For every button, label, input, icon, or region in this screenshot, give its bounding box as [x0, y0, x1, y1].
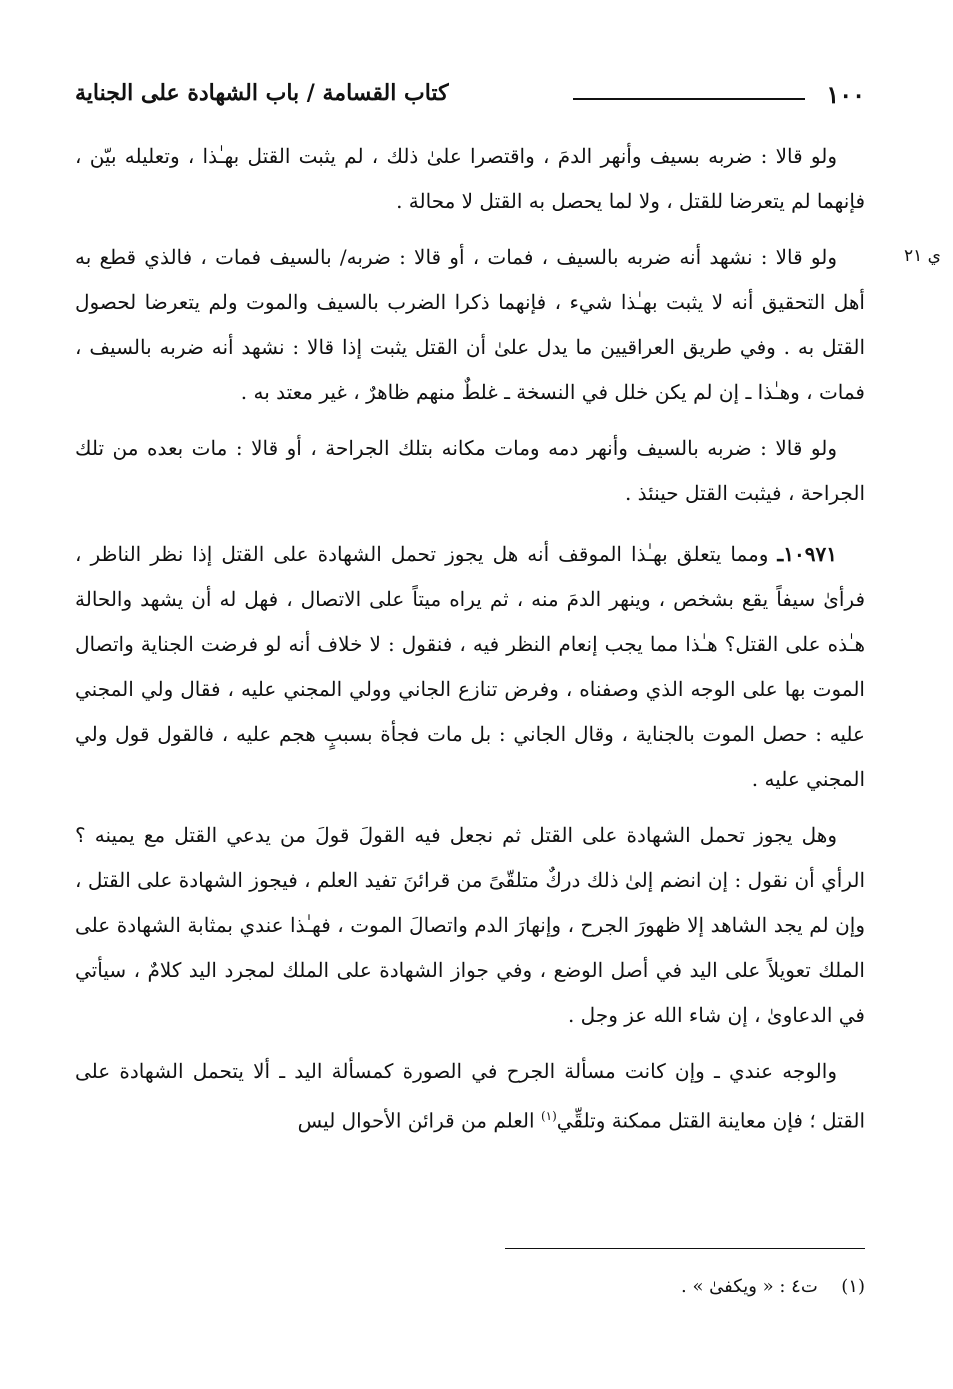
page-header — [75, 78, 865, 118]
paragraph-4 — [75, 532, 865, 802]
paragraph-text: ولو قالا : ضربه بالسيف وأنهر دمه ومات مكانه بتلك الجراحة ، أو قالا : مات بعده من تلك الجراحة ، فيثبت القتل حينئذ . — [75, 436, 865, 505]
footnote-text: ت٤ : « ويكفىٰ » . — [681, 1276, 818, 1297]
paragraph-text: ولو قالا : نشهد أنه ضربه بالسيف ، فمات ، أو قالا : ضربه/ بالسيف فمات ، فالذي قطع به أهل التحقيق أنه لا يثبت بهـٰذا شيء ، فإنهما ذكرا الضرب بالسيف والموت ولم يتعرضا لحصول القتل به . وفي طريق العراقيين ما يدل علىٰ أن القتل يثبت إذا قالا : نشهد أنه ضربه بالسيف ، فمات ، وهـٰذا ـ إن لم يكن خلل في النسخة ـ غلطٌ منهم ظاهرٌ ، غير معتد به . — [75, 245, 865, 404]
paragraph-1 — [75, 134, 865, 224]
body-text — [75, 134, 865, 1155]
paragraph-number: ١٠٩٧١ـ — [777, 542, 837, 566]
page-number: ١٠٠ — [826, 80, 865, 109]
paragraph-2 — [75, 235, 865, 415]
footnote-rule — [505, 1248, 865, 1249]
paragraph-text: ومما يتعلق بهـٰذا الموقف أنه هل يجوز تحمل الشهادة على القتل إذا نظر الناظر ، فرأىٰ سيفاً يقع بشخص ، وينهر الدمَ منه ، ثم يراه ميتاً على الاتصال ، فهل له أن يشهد والحالة هـٰذه على القتل؟ هـٰذا مما يجب إنعام النظر فيه ، فنقول : لا خلاف أنه لو فرضت الجناية واتصال الموت بها على الوجه الذي وصفناه ، وفرض تنازع الجاني وولي المجني عليه ، فقال ولي المجني عليه : حصل الموت بالجناية ، وقال الجاني : بل مات فجأة بسببٍ هجم عليه ، فالقول قول ولي المجني عليه . — [75, 542, 865, 791]
paragraph-text: والوجه عندي ـ وإن كانت مسألة الجرح في الصورة كمسألة اليد ـ ألا يتحمل الشهادة على القتل ؛ فإن معاينة القتل ممكنة وتلقِّي — [75, 1059, 865, 1133]
paragraph-text: ولو قالا : ضربه بسيف وأنهر الدمَ ، واقتصرا علىٰ ذلك ، لم يثبت القتل بهـٰذا ، وتعليله بيّن ، فإنهما لم يتعرضا للقتل ، ولا لما يحصل به القتل لا محالة . — [75, 144, 865, 213]
header-rule — [573, 98, 805, 100]
paragraph-3 — [75, 426, 865, 516]
footnote-reference: (١) — [540, 1109, 557, 1123]
footnote — [165, 1276, 865, 1297]
footnote-marker: (١) — [841, 1276, 865, 1297]
margin-note: ي ٢١ — [904, 246, 941, 266]
paragraph-5 — [75, 813, 865, 1038]
paragraph-6 — [75, 1049, 865, 1144]
paragraph-text-continued: العلم من قرائن الأحوال ليس — [297, 1108, 541, 1133]
paragraph-text: وهل يجوز تحمل الشهادة على القتل ثم نجعل فيه القولَ قولَ من يدعي القتل مع يمينه ؟ الرأي أن نقول : إن انضم إلىٰ ذلك دركٌ متلقّىً من قرائنَ تفيد العلم ، فيجوز الشهادة على القتل ، وإن لم يجد الشاهد إلا ظهورَ الجرح ، وإنهارَ الدم واتصالَ الموت ، فهـٰذا عندي بمثابة الشهادة على الملك تعويلاً على اليد في أصل الوضع ، وفي جواز الشهادة على الملك لمجرد اليد كلامٌ ، سيأتي في الدعاوىٰ ، إن شاء الله عز وجل . — [75, 823, 865, 1027]
running-title: كتاب القسامة / باب الشهادة على الجناية — [75, 80, 449, 106]
